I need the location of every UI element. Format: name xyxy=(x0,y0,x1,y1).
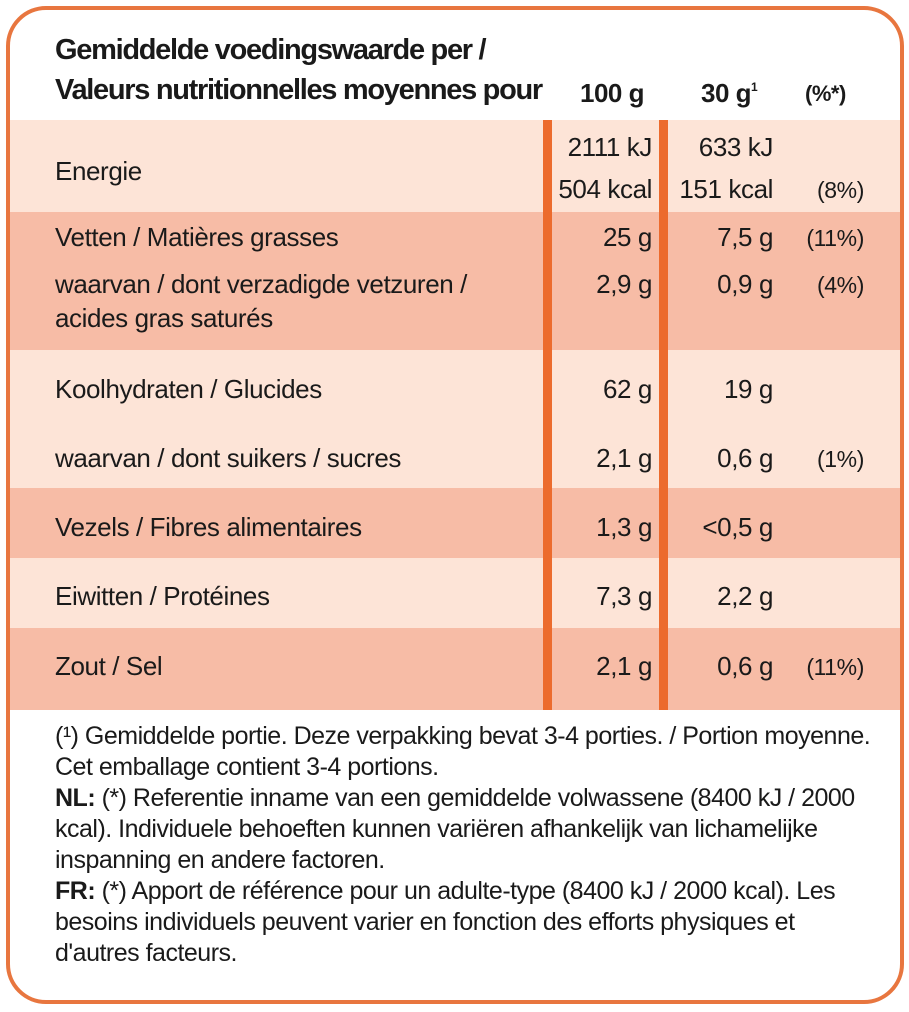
row-energy-100g-kcal: 504 kcal xyxy=(558,174,652,204)
column-header-30g: 30 $g^1$ xyxy=(701,78,758,108)
nutrition-label xyxy=(6,6,904,1004)
row-fat-100g: 25 g xyxy=(602,222,652,252)
header-line-2: Valeurs nutritionnelles moyennes pour xyxy=(55,74,542,106)
row-saturated-label-line2: acides gras saturés xyxy=(55,303,273,333)
row-fat-30g: 7,5 g xyxy=(717,222,773,252)
row-saturated-percent: (4%) xyxy=(817,272,864,298)
footnote-fr-prefix: FR: xyxy=(55,877,96,905)
footnote-nl-text: (*) Referentie inname van een gemiddelde volwassene (8400 kJ / 2000 kcal). Individuele behoeften kunnen variëren afhankelijk van lichamelijke inspanning en andere factoren. xyxy=(55,784,855,874)
row-fibres-100g: 1,3 g xyxy=(596,512,652,542)
row-fibres-30g: <0,5 g xyxy=(702,512,773,542)
row-energy-percent: (8%) xyxy=(817,177,864,203)
footnote-fr-text: (*) Apport de référence pour un adulte-type (8400 kJ / 2000 kcal). Les besoins individuels peuvent varier en fonction des efforts physiques et d'autres facteurs. xyxy=(55,877,836,967)
row-salt-label: Zout / Sel xyxy=(55,651,163,681)
footnote-nl-prefix: NL: xyxy=(55,784,96,812)
row-sugars-label: waarvan / dont suikers / sucres xyxy=(55,443,401,473)
row-proteins-100g: 7,3 g xyxy=(596,581,652,611)
row-saturated-100g: 2,9 g xyxy=(596,269,652,299)
row-fibres-label: Vezels / Fibres alimentaires xyxy=(55,512,362,542)
row-fat-label: Vetten / Matières grasses xyxy=(55,222,339,252)
row-proteins-label: Eiwitten / Protéines xyxy=(55,581,270,611)
row-sugars-100g: 2,1 g xyxy=(596,443,652,473)
column-divider-left xyxy=(543,120,552,710)
row-energy-label: Energie xyxy=(55,156,142,186)
column-header-percent: (%*) xyxy=(805,81,846,106)
row-sugars-percent: (1%) xyxy=(817,446,864,472)
footnotes xyxy=(55,721,875,969)
footnote-nl xyxy=(55,783,875,876)
footnote-portion: (¹) Gemiddelde portie. Deze verpakking bevat 3-4 porties. / Portion moyenne. Cet emballage contient 3-4 portions. xyxy=(55,722,871,781)
row-fat-percent: (11%) xyxy=(806,225,864,251)
row-carbs-label: Koolhydraten / Glucides xyxy=(55,374,322,404)
row-salt-100g: 2,1 g xyxy=(596,651,652,681)
column-divider-right xyxy=(659,120,668,710)
row-carbs-30g: 19 g xyxy=(723,374,773,404)
row-salt-percent: (11%) xyxy=(806,654,864,680)
row-sugars-30g: 0,6 g xyxy=(717,443,773,473)
row-proteins-30g: 2,2 g xyxy=(717,581,773,611)
row-salt-30g: 0,6 g xyxy=(717,651,773,681)
row-saturated-label-line1: waarvan / dont verzadigde vetzuren / xyxy=(55,269,467,299)
footnote-fr xyxy=(55,876,875,969)
row-carbs-100g: 62 g xyxy=(602,374,652,404)
portion-superscript: 1 xyxy=(751,80,758,94)
row-energy-30g-kcal: 151 kcal xyxy=(679,174,773,204)
row-saturated-30g: 0,9 g xyxy=(717,269,773,299)
row-energy-100g-kj: 2111 kJ xyxy=(567,132,652,162)
row-energy-30g-kj: 633 kJ xyxy=(698,132,773,162)
header-line-1: Gemiddelde voedingswaarde per / xyxy=(55,34,486,66)
column-header-100g: 100 g xyxy=(580,78,644,108)
